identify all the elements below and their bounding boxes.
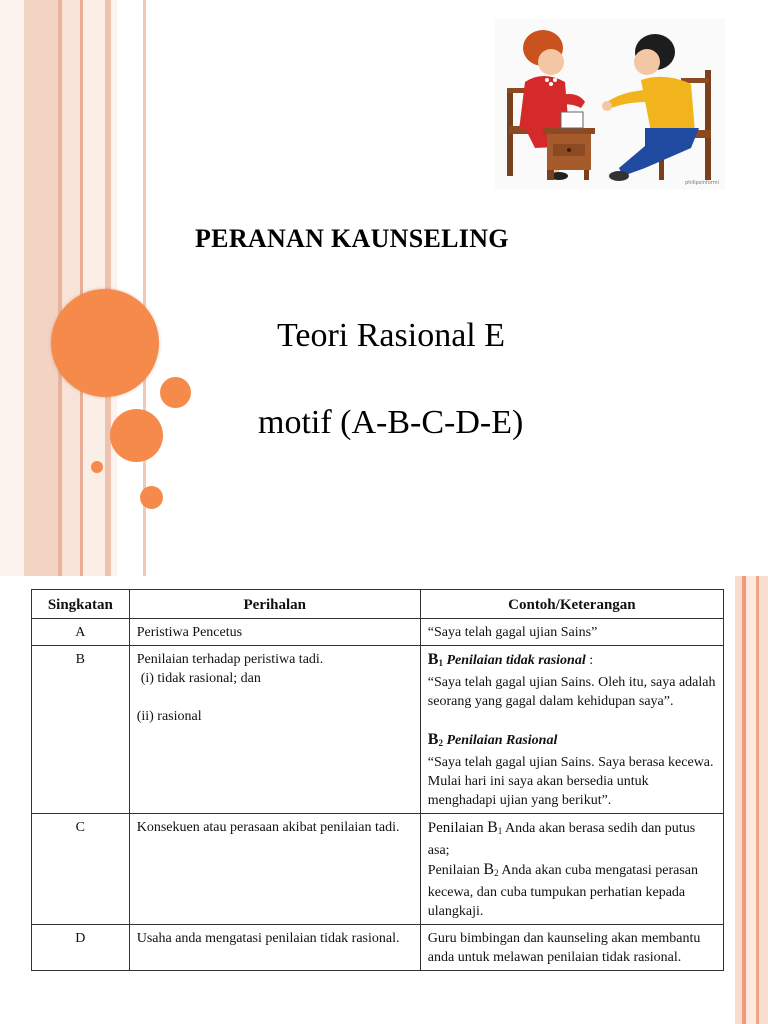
row-code: B bbox=[32, 646, 130, 814]
desc-line: Penilaian terhadap peristiwa tadi. bbox=[136, 652, 324, 667]
header-contoh: Contoh/Keterangan bbox=[420, 590, 723, 619]
decor-stripe bbox=[746, 576, 756, 1024]
desc-line: (i) tidak rasional; dan bbox=[140, 671, 261, 686]
decor-stripe bbox=[735, 576, 742, 1024]
decor-stripe bbox=[0, 0, 24, 576]
decor-stripe bbox=[111, 0, 117, 576]
decor-circle-small bbox=[140, 486, 163, 509]
row-example: Guru bimbingan dan kaunseling akan membantu anda untuk melawan penilaian tidak rasional. bbox=[420, 925, 723, 971]
b1-heading: $B_1$ Penilaian tidak rasional : bbox=[427, 651, 594, 668]
decor-stripe bbox=[62, 0, 80, 576]
decor-stripe bbox=[759, 576, 768, 1024]
row-desc: Usaha anda mengatasi penilaian tidak rasional. bbox=[129, 925, 420, 971]
table-row bbox=[32, 619, 724, 646]
slide-abc-table bbox=[0, 576, 768, 1024]
row-example bbox=[420, 814, 723, 925]
c1-line: Penilaian $B_1$ Anda akan berasa sedih dan putus asa; bbox=[427, 819, 696, 858]
c2-line: Penilaian $B_2$ Anda akan cuba mengatasi perasan kecewa, dan cuba tumpukan perhatian kepada ulangkaji. bbox=[427, 861, 699, 919]
abc-model-table bbox=[31, 589, 724, 971]
b2-heading: $B_2$ Penilaian Rasional bbox=[427, 731, 558, 748]
table-row bbox=[32, 814, 724, 925]
decor-stripe bbox=[83, 0, 105, 576]
header-perihalan: Perihalan bbox=[129, 590, 420, 619]
row-code: C bbox=[32, 814, 130, 925]
row-desc: Konsekuen atau perasaan akibat penilaian tadi. bbox=[129, 814, 420, 925]
decor-circle-large bbox=[51, 289, 159, 397]
counseling-clipart-icon bbox=[495, 18, 725, 190]
slide-subtitle-theory: Teori Rasional E bbox=[277, 317, 506, 354]
decor-circle-tiny bbox=[91, 461, 103, 473]
row-code: A bbox=[32, 619, 130, 646]
decor-circle-medium bbox=[110, 409, 163, 462]
row-example: “Saya telah gagal ujian Sains” bbox=[420, 619, 723, 646]
header-singkatan: Singkatan bbox=[32, 590, 130, 619]
row-desc: Peristiwa Pencetus bbox=[129, 619, 420, 646]
counseling-illustration bbox=[495, 18, 725, 190]
row-desc bbox=[129, 646, 420, 814]
table-row bbox=[32, 925, 724, 971]
table-row bbox=[32, 646, 724, 814]
row-example bbox=[420, 646, 723, 814]
decor-stripe bbox=[24, 0, 58, 576]
row-code: D bbox=[32, 925, 130, 971]
desc-line: (ii) rasional bbox=[136, 709, 202, 724]
slide-title: PERANAN KAUNSELING bbox=[195, 224, 509, 253]
decor-circle-small bbox=[160, 377, 191, 408]
b2-text: “Saya telah gagal ujian Sains. Saya berasa kecewa. Mulai hari ini saya akan bersedia untuk menghadapi ujian yang berikut”. bbox=[427, 755, 714, 808]
table-header-row bbox=[32, 590, 724, 619]
slide-subtitle-motif: motif (A-B-C-D-E) bbox=[258, 404, 524, 441]
image-credit: philipsinformi bbox=[685, 180, 719, 186]
b1-text: “Saya telah gagal ujian Sains. Oleh itu, saya adalah seorang yang gagal dalam kehidupan saya”. bbox=[427, 675, 716, 709]
